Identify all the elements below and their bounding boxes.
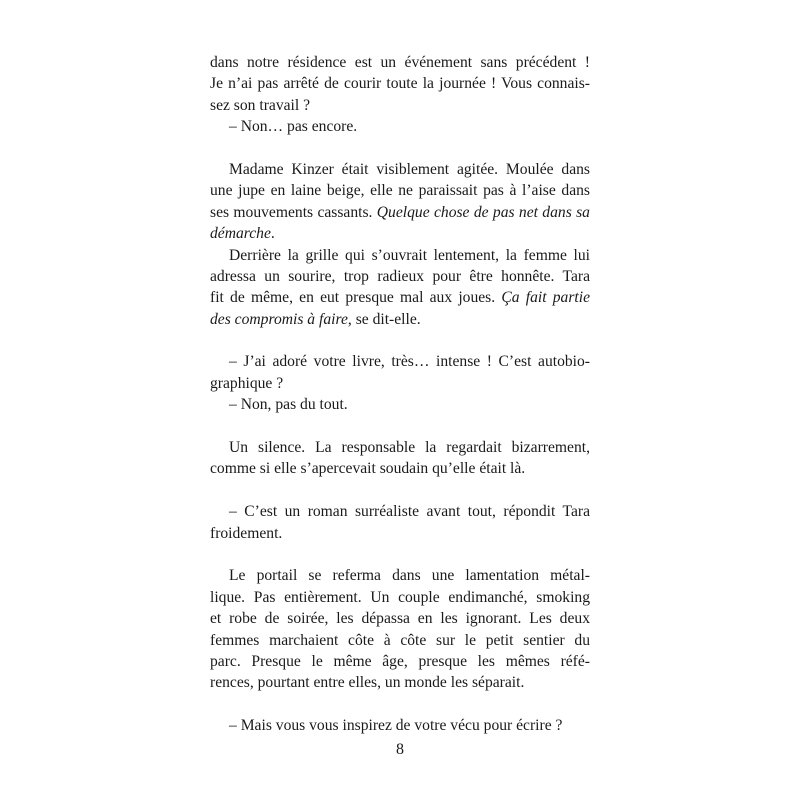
text-line [210,309,590,330]
text-line: une jupe en laine beige, elle ne paraissait pas à l’aise dans [210,182,590,200]
paragraph-gap [210,416,590,437]
italic-text: Quelque chose de pas net dans sa [376,203,590,221]
text-line: femmes marchaient côte à côte sur le petit sentier du [210,631,590,649]
paragraph [210,565,590,693]
paragraph-gap [210,544,590,565]
text-line: – Non… pas encore. [229,118,358,136]
italic-text: démarche [210,225,271,243]
text-line: – J’ai adoré votre livre, très… intense ! C’est autobio- [229,353,590,371]
page-number: 8 [396,741,404,758]
paragraph-gap [210,138,590,159]
text-line: Un silence. La responsable la regardait bizarrement, [229,439,590,457]
text-segment: , se dit-elle. [347,310,421,328]
text-line: parc. Presque le même âge, presque les mêmes réfé- [210,652,590,670]
text-line: dans notre résidence est un événement sans précédent ! [210,54,590,71]
italic-text: Ça fait partie [501,289,590,307]
paragraph [210,159,590,245]
paragraph [210,351,590,394]
text-line: Je n’ai pas arrêté de courir toute la journée ! Vous connais- [210,75,590,93]
text-line: Le portail se referma dans une lamentation métal- [229,567,590,585]
text-line: sez son travail ? [210,96,311,114]
paragraph [210,245,590,331]
paragraph [210,437,590,480]
paragraph [210,394,590,415]
text-line: Derrière la grille qui s’ouvrait lentement, la femme lui [229,246,590,264]
text-line: froidement. [210,524,283,542]
paragraph [210,52,590,116]
text-line: graphique ? [210,374,284,392]
paragraph-gap [210,694,590,715]
text-line: rences, pourtant entre elles, un monde les séparait. [210,674,525,692]
italic-text: des compromis à faire [210,310,348,328]
text-line [210,223,590,244]
text-line: comme si elle s’apercevait soudain qu’elle était là. [210,460,526,478]
paragraph-gap [210,480,590,501]
text-line [210,202,590,223]
paragraph [210,116,590,137]
text-line: – Non, pas du tout. [229,396,348,414]
text-segment: fit de même, en eut presque mal aux joues. [210,289,502,307]
text-line: – Mais vous vous inspirez de votre vécu pour écrire ? [229,717,563,735]
paragraph [210,715,590,736]
text-segment: ses mouvements cassants. [210,203,377,221]
text-line: lique. Pas entièrement. Un couple endimanché, smoking [210,588,590,606]
text-line: Madame Kinzer était visiblement agitée. Moulée dans [229,160,590,178]
paragraph [210,501,590,544]
text-line [210,287,590,308]
paragraph-gap [210,330,590,351]
text-line: – C’est un roman surréaliste avant tout, répondit Tara [229,503,590,521]
text-line: et robe de soirée, les dépassa en les ignorant. Les deux [210,610,590,628]
page-body [210,52,590,737]
text-line: adressa un sourire, trop radieux pour être honnête. Tara [210,267,590,285]
text-segment: . [270,225,275,243]
